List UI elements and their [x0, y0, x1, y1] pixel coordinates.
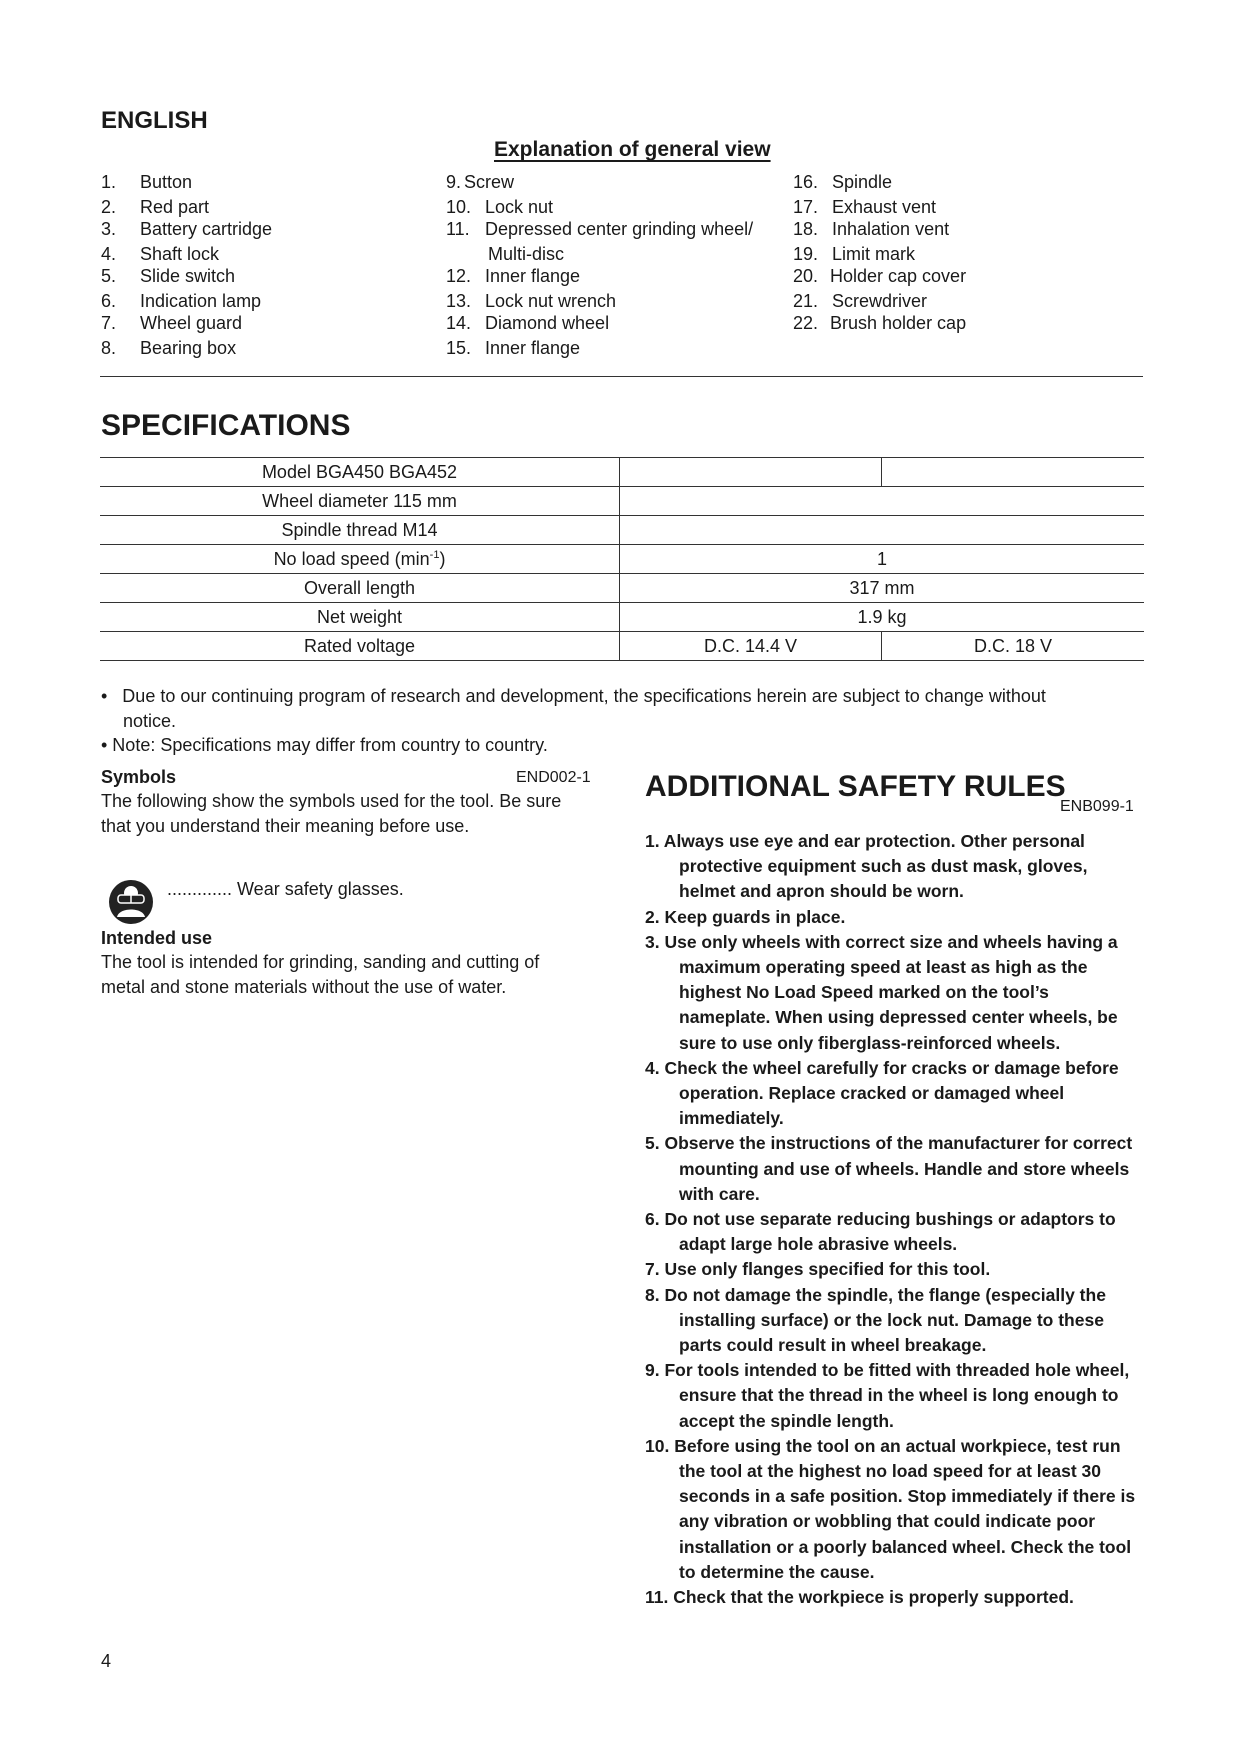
language-heading: ENGLISH	[101, 107, 208, 134]
safety-rules-title: ADDITIONAL SAFETY RULES	[645, 770, 1066, 803]
part-item: 14. Diamond wheel	[446, 313, 610, 333]
table-row	[100, 545, 1144, 574]
symbols-code: END002-1	[516, 769, 591, 786]
spec-no-load-speed-label: No load speed $(\min^{-1})$	[100, 545, 620, 574]
part-item: 17. Exhaust vent	[793, 197, 937, 217]
spec-rated-voltage-label: Rated voltage	[100, 632, 620, 661]
symbols-intro-line-2: that you understand their meaning before use.	[101, 816, 470, 836]
spec-no-load-speed-value: 1	[620, 545, 1145, 574]
list-item: 3. Use only wheels with correct size and wheels having a maximum operating speed at least as high as the highest No Load Speed marked on the tool’s nameplate. When using depressed center wheels, be sure to use only fiberglass-reinforced wheels.	[645, 931, 1118, 1053]
part-item: 3. Battery cartridge	[101, 219, 273, 239]
part-item: 20. Holder cap cover	[793, 266, 967, 286]
part-item: 5. Slide switch	[101, 266, 236, 286]
part-item: 16. Spindle	[793, 172, 893, 192]
list-item: 4. Check the wheel carefully for cracks or damage before operation. Replace cracked or damaged wheel immediately.	[645, 1057, 1119, 1129]
part-item: 11. Depressed center grinding wheel/	[446, 219, 754, 239]
page-number: 4	[101, 1651, 112, 1671]
section-divider	[100, 376, 1143, 377]
part-item: 9. Screw	[446, 172, 515, 192]
spec-rated-voltage-a: D.C. 14.4 V	[620, 632, 882, 661]
intended-use-heading: Intended use	[101, 928, 213, 948]
spec-overall-length-label: Overall length	[100, 574, 620, 603]
spec-rated-voltage-b: D.C. 18 V	[882, 632, 1145, 661]
spec-note-2: • Note: Specifications may differ from country to country.	[101, 735, 548, 755]
safety-rules-code: ENB099-1	[1060, 798, 1134, 815]
list-item: 5. Observe the instructions of the manufacturer for correct mounting and use of wheels. Handle and store wheels with care.	[645, 1133, 1133, 1204]
part-item: 8. Bearing box	[101, 338, 237, 358]
part-item: 19. Limit mark	[793, 244, 916, 264]
part-item: 21. Screwdriver	[793, 291, 928, 311]
specifications-table	[100, 457, 1144, 661]
part-item: 15. Inner flange	[446, 338, 581, 358]
safety-rules-list	[645, 829, 1145, 1610]
part-item: 13. Lock nut wrench	[446, 291, 617, 311]
safety-glasses-icon	[108, 879, 154, 925]
list-item: 11. Check that the workpiece is properly supported.	[645, 1587, 1074, 1608]
part-item: 6. Indication lamp	[101, 291, 262, 311]
part-item: 4. Shaft lock	[101, 244, 220, 264]
part-item: 22. Brush holder cap	[793, 313, 967, 333]
part-item: 12. Inner flange	[446, 266, 581, 286]
part-item: Multi-disc	[488, 244, 565, 264]
spec-wheel-diameter: Wheel diameter 115 mm	[100, 487, 620, 516]
symbol-glasses-text: ............. Wear safety glasses.	[167, 879, 404, 899]
table-row	[100, 603, 1144, 632]
table-row	[100, 487, 1144, 516]
list-item: 2. Keep guards in place.	[645, 906, 846, 927]
table-row	[100, 574, 1144, 603]
table-row	[100, 632, 1144, 661]
general-view-title: Explanation of general view	[494, 138, 771, 161]
list-item: 1. Always use eye and ear protection. Other personal protective equipment such as dust mask, gloves, helmet and apron should be worn.	[645, 831, 1088, 902]
list-item: 8. Do not damage the spindle, the flange (especially the installing surface) or the lock nut. Damage to these parts could result in wheel breakage.	[645, 1284, 1106, 1356]
list-item: 9. For tools intended to be fitted with threaded hole wheel, ensure that the thread in the wheel is long enough to accept the spindle length.	[645, 1360, 1130, 1431]
list-item: 7. Use only flanges specified for this tool.	[645, 1259, 991, 1280]
part-item: 1. Button	[101, 172, 193, 192]
intended-use-line-1: The tool is intended for grinding, sanding and cutting of	[101, 952, 540, 972]
table-row	[100, 516, 1144, 545]
table-row	[100, 458, 1144, 487]
spec-net-weight-label: Net weight	[100, 603, 620, 632]
part-item: 2. Red part	[101, 197, 210, 217]
spec-overall-length-value: 317 mm	[620, 574, 1145, 603]
spec-net-weight-value: 1.9 kg	[620, 603, 1145, 632]
spec-spindle-thread: Spindle thread M14	[100, 516, 620, 545]
intended-use-line-2: metal and stone materials without the use of water.	[101, 977, 507, 997]
spec-note-1-line-2: notice.	[123, 711, 177, 731]
specifications-title: SPECIFICATIONS	[101, 409, 351, 442]
spec-note-1-line-1: • Due to our continuing program of research and development, the specifications herein are subject to change without	[101, 686, 1046, 706]
list-item: 6. Do not use separate reducing bushings or adaptors to adapt large hole abrasive wheels.	[645, 1209, 1116, 1255]
list-item: 10. Before using the tool on an actual workpiece, test run the tool at the highest no load speed for at least 30 seconds in a safe position. Stop immediately if there is any vibration or wobbling that could indicate poor installation or a poorly balanced wheel. Check the tool to determine the cause.	[645, 1435, 1136, 1582]
symbols-heading: Symbols	[101, 767, 177, 787]
part-item: 7. Wheel guard	[101, 313, 243, 333]
spec-model: Model BGA450 BGA452	[100, 458, 620, 487]
symbols-intro-line-1: The following show the symbols used for the tool. Be sure	[101, 791, 562, 811]
part-item: 10. Lock nut	[446, 197, 554, 217]
part-item: 18. Inhalation vent	[793, 219, 950, 239]
